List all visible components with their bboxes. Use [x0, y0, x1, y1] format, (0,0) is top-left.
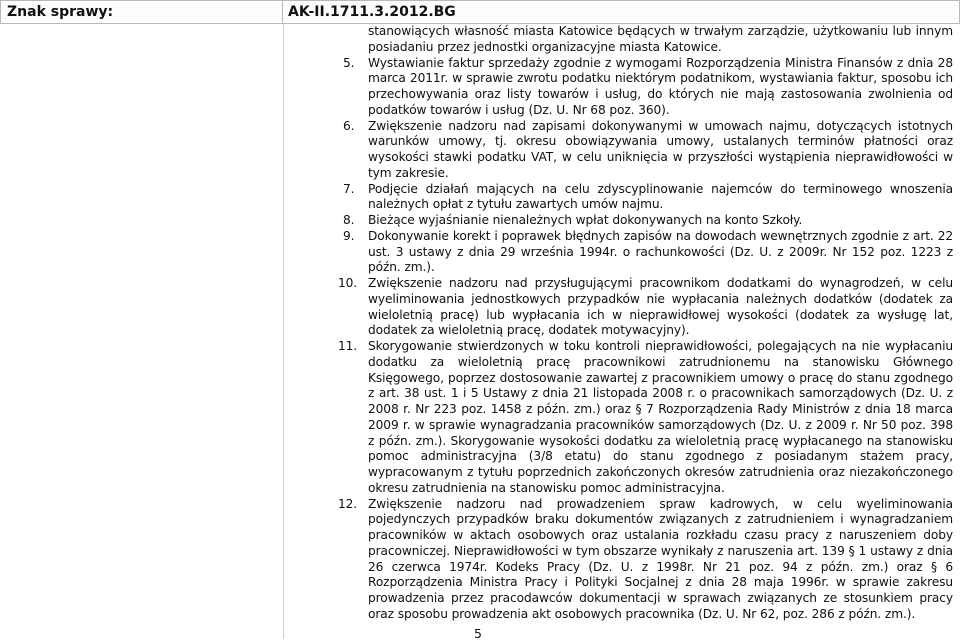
- list-item: [338, 339, 953, 497]
- list-item-number: 5.: [343, 55, 355, 70]
- list-item: [343, 181, 953, 214]
- list-item-number: 7.: [343, 181, 355, 196]
- intro-text: stanowiących własność miasta Katowice będących w trwałym zarządzie, użytkowaniu lub innym posiadaniu przez jednostki organizacyjne miasta Katowice.: [368, 24, 953, 54]
- page-number: 5: [474, 626, 482, 641]
- list-item-text: Podjęcie działań mających na celu zdyscyplinowanie najemców do terminowego wnoszenia należnych opłat z tytułu zawartych umów najmu.: [368, 181, 953, 212]
- list-item-number: 11.: [338, 339, 358, 353]
- list-item-text: Zwiększenie nadzoru nad prowadzeniem spraw kadrowych, w celu wyeliminowania pojedynczych przypadków braku dokumentów związanych z zatrudnieniem i wynagradzaniem pracowników w aktach osobowych oraz ustalania rozkładu czasu pracy z naruszeniem doby pracowniczej. Nieprawidłowości w tym obszarze wynikały z naruszenia art. 139 § 1 ustawy z dnia 26 czerwca 1974r. Kodeks Pracy (Dz. U. z 1998r. Nr 21 poz. 94 z późn. zm.) oraz § 6 Rozporządzenia Ministra Pracy i Polityki Socjalnej z dnia 28 maja 1996r. w sprawie zakresu prowadzenia przez pracodawców dokumentacji w sprawach związanych ze stosunkiem pracy oraz sposobu prowadzenia akt osobowych pracownika (Dz. U. Nr 62, poz. 286 z późn. zm.).: [368, 496, 953, 621]
- list-item-text: Zwiększenie nadzoru nad zapisami dokonywanymi w umowach najmu, dotyczących istotnych warunków umowy, tj. okresu obowiązywania umowy, ustalanych terminów płatności oraz wysokości stawki podatku VAT, w celu uniknięcia w przyszłości wystąpienia nieprawidłowości w tym zakresie.: [368, 118, 953, 180]
- list-item-text: Wystawianie faktur sprzedaży zgodnie z wymogami Rozporządzenia Ministra Finansów z dnia 28 marca 2011r. w sprawie zwrotu podatku niektórym podatnikom, wystawiania faktur, sposobu ich przechowywania oraz listy towarów i usług, do których nie mają zastosowania zwolnienia od podatków towarów i usług (Dz. U. Nr 68 poz. 360).: [368, 55, 953, 117]
- list-item-number: 12.: [338, 496, 358, 511]
- list-item-text: Zwiększenie nadzoru nad przysługującymi pracownikom dodatkami do wynagrodzeń, w celu wyeliminowania jednostkowych przypadków nie wypłacania należnych dodatków (dodatek za wieloletnią pracę) lub wypłacania ich w nieprawidłowej wysokości (dodatek za wysługę lat, dodatek za wieloletnią pracę, dodatek motywacyjny).: [368, 276, 953, 338]
- document-header: [0, 0, 960, 24]
- list-item-text: Dokonywanie korekt i poprawek błędnych zapisów na dowodach wewnętrznych zgodnie z art. 22 ust. 3 ustawy z dnia 29 września 1994r. o rachunkowości (Dz. U. z 2009r. Nr 152 poz. 1223 z późn. zm.).: [368, 228, 953, 275]
- intro-paragraph: [349, 24, 953, 56]
- list-item: [338, 496, 953, 623]
- list-item: [338, 276, 953, 339]
- list-item-number: 9.: [343, 228, 355, 243]
- column-divider: [283, 24, 284, 639]
- case-number-label: Znak sprawy:: [0, 0, 283, 24]
- list-item-text: Skorygowanie stwierdzonych w toku kontroli nieprawidłowości, polegających na nie wypłacaniu dodatku za wieloletnią pracę pracownikowi zatrudnionemu na stanowisku Głównego Księgowego, poprzez dostosowanie zawartej z pracownikiem umowy o pracę do stanu zgodnego z art. 38 ust. 1 i 5 Ustawy z dnia 21 listopada 2008 r. o pracownikach samorządowych (Dz. U. z 2008 r. Nr 223 poz. 1458 z późn. zm.) oraz § 7 Rozporządzenia Rady Ministrów z dnia 18 marca 2009 r. w sprawie wynagradzania pracowników samorządowych (Dz. U. z 2009 r. Nr 50 poz. 398 z późn. zm.). Skorygowanie wysokości dodatku za wieloletnią pracę wypłacanego na stanowisku pomoc administracyjna (3/8 etatu) do stanu zgodnego z posiadanym stażem pracy, wypracowanym z tytułu poprzednich zakończonych okresów zatrudnienia oraz niezakończonego okresu zatrudnienia na stanowisku pomoc administracyjna.: [368, 339, 953, 495]
- list-item-number: 8.: [343, 213, 355, 227]
- list-item: [343, 118, 953, 182]
- document-body: [338, 24, 953, 623]
- list-item-text: Bieżące wyjaśnianie nienależnych wpłat dokonywanych na konto Szkoły.: [368, 213, 803, 227]
- list-item-number: 10.: [338, 276, 358, 290]
- case-number-value: AK-II.1711.3.2012.BG: [283, 0, 960, 24]
- list-item-number: 6.: [343, 118, 355, 133]
- list-item: [343, 55, 953, 119]
- list-item: [343, 213, 953, 229]
- list-item: [343, 228, 953, 276]
